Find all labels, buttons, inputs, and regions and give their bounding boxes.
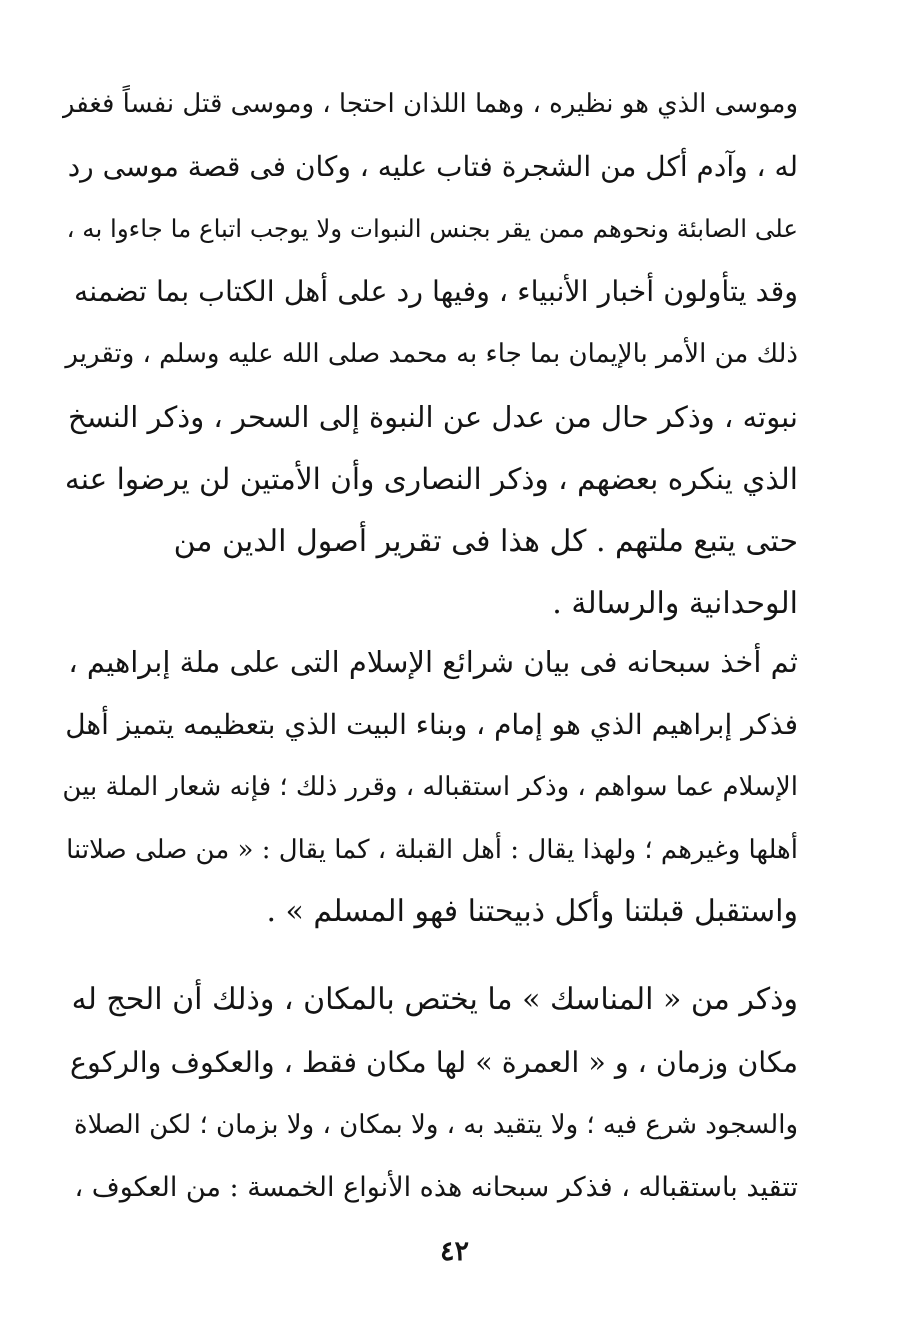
text-line: حتى يتبع ملتهم . كل هذا فى تقرير أصول الدين من (173, 523, 798, 559)
text-line: الذي ينكره بعضهم ، وذكر النصارى وأن الأمتين لن يرضوا عنه (64, 462, 798, 496)
text-line: أهلها وغيرهم ؛ ولهذا يقال : أهل القبلة ، كما يقال : « من صلى صلاتنا (66, 834, 798, 865)
text-line: على الصابئة ونحوهم ممن يقر بجنس النبوات ولا يوجب اتباع ما جاءوا به ، (66, 214, 798, 243)
text-line: واستقبل قبلتنا وأكل ذبيحتنا فهو المسلم » . (266, 894, 798, 929)
text-line: الإسلام عما سواهم ، وذكر استقباله ، وقرر ذلك ؛ فإنه شعار الملة بين (62, 772, 798, 802)
text-line: ذلك من الأمر بالإيمان بما جاء به محمد صلى الله عليه وسلم ، وتقرير (65, 339, 798, 369)
text-line: له ، وآدم أكل من الشجرة فتاب عليه ، وكان فى قصة موسى رد (67, 149, 798, 183)
text-line: وقد يتأولون أخبار الأنبياء ، وفيها رد على أهل الكتاب بما تضمنه (73, 274, 798, 308)
text-line: فذكر إبراهيم الذي هو إمام ، وبناء البيت الذي بتعظيمه يتميز أهل (65, 707, 798, 741)
paragraph-1 (62, 73, 798, 636)
text-line: الوحدانية والرسالة . (552, 586, 798, 621)
page-number: ٤٢ (439, 1236, 469, 1267)
text-line: نبوته ، وذكر حال من عدل عن النبوة إلى السحر ، وذكر النسخ (68, 399, 798, 434)
text-line: ثم أخذ سبحانه فى بيان شرائع الإسلام التى على ملة إبراهيم ، (68, 645, 798, 679)
paragraph-3 (62, 969, 798, 1219)
text-line: وموسى الذي هو نظيره ، وهما اللذان احتجا ، وموسى قتل نفساً فغفر (62, 89, 798, 119)
text-line: والسجود شرع فيه ؛ ولا يتقيد به ، ولا بمكان ، ولا بزمان ؛ لكن الصلاة (74, 1110, 798, 1140)
text-line: تتقيد باستقباله ، فذكر سبحانه هذه الأنواع الخمسة : من العكوف ، (74, 1171, 798, 1203)
text-line: وذكر من « المناسك » ما يختص بالمكان ، وذلك أن الحج له (71, 982, 798, 1017)
paragraph-2 (62, 631, 798, 944)
text-line: مكان وزمان ، و « العمرة » لها مكان فقط ، والعكوف والركوع (70, 1045, 798, 1079)
